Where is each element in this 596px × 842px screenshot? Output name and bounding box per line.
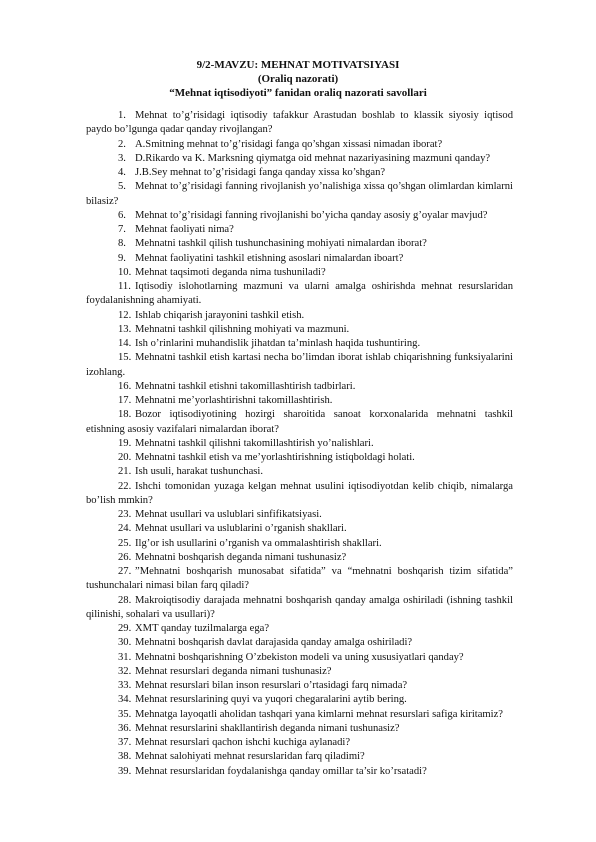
question-text: Mehnat faoliyati nima? bbox=[135, 224, 234, 235]
question-number: 26. bbox=[118, 551, 132, 563]
question-list bbox=[0, 109, 596, 779]
question-text: Makroiqtisodiy darajada mehnatni boshqarish qanday amalga oshiriladi (ishning tashkil qilinishi, sohalari va usullari)? bbox=[86, 594, 513, 620]
question-number: 17. bbox=[118, 395, 132, 406]
question-number: 14. bbox=[118, 338, 132, 349]
question-number: 32. bbox=[118, 665, 132, 677]
course-title: “Mehnat iqtisodiyoti” fanidan oraliq nazorati savollari bbox=[169, 87, 427, 99]
question-text: Mehnatni tashkil qilishni takomillashtirish yo’nalishlari. bbox=[135, 437, 374, 449]
question-number: 19. bbox=[118, 437, 132, 449]
question-text: Bozor iqtisodiyotining hozirgi sharoitida sanoat korxonalarida mehnatni tashkil etishning asosiy vazifalari nimalardan iborat? bbox=[86, 409, 513, 435]
question-text: Mehnat resurslari qachon ishchi kuchiga aylanadi? bbox=[135, 737, 351, 748]
question-item bbox=[0, 508, 596, 522]
question-number: 22. bbox=[118, 480, 132, 492]
question-item bbox=[0, 323, 596, 337]
question-item bbox=[0, 252, 596, 266]
question-item bbox=[0, 465, 596, 479]
question-text: Mehnat to’g’risidagi iqtisodiy tafakkur Arastudan boshlab to klassik siyosiy iqtisod paydo bo’lgunga qadar qanday rivojlangan? bbox=[86, 110, 513, 136]
question-text: XMT qanday tuzilmalarga ega? bbox=[135, 623, 270, 634]
question-number: 29. bbox=[118, 623, 132, 634]
question-text: Ishlab chiqarish jarayonini tashkil etish. bbox=[135, 309, 305, 321]
question-item bbox=[0, 665, 596, 679]
question-item bbox=[0, 109, 596, 138]
question-number: 21. bbox=[118, 466, 132, 478]
question-number: 7. bbox=[118, 224, 126, 235]
question-text: Mehnatni tashkil etishni takomillashtirish tadbirlari. bbox=[135, 380, 356, 392]
question-number: 8. bbox=[118, 238, 126, 250]
question-number: 2. bbox=[118, 138, 126, 150]
question-item bbox=[0, 537, 596, 551]
question-text: Mehnat resurslarini shakllantirish deganda nimani tushunasiz? bbox=[135, 722, 400, 734]
question-item bbox=[0, 736, 596, 750]
question-item bbox=[0, 480, 596, 509]
question-text: Iqtisodiy islohotlarning mazmuni va ularni amalga oshirishda mehnat resurslaridan foydalanishning ahamiyati. bbox=[86, 281, 513, 307]
question-item bbox=[0, 166, 596, 180]
question-number: 18. bbox=[118, 409, 132, 421]
question-item bbox=[0, 337, 596, 351]
question-number: 4. bbox=[118, 167, 126, 178]
question-item bbox=[0, 651, 596, 665]
question-number: 6. bbox=[118, 209, 126, 221]
question-text: Mehnat resurslari deganda nimani tushunasiz? bbox=[135, 665, 332, 677]
question-number: 20. bbox=[118, 452, 132, 463]
question-text: Ishchi tomonidan yuzaga kelgan mehnat usulini iqtisodiyotdan kelib chiqib, nimalarga bo’lish mmkin? bbox=[86, 480, 513, 506]
page-subtitle: (Oraliq nazorati) bbox=[257, 73, 339, 85]
question-text: Mehnat taqsimoti deganda nima tushuniladi? bbox=[135, 266, 326, 278]
question-text: Ish o’rinlarini muhandislik jihatdan ta’minlash haqida tushuntiring. bbox=[135, 338, 421, 349]
question-text: Mehnat faoliyatini tashkil etishning asoslari nimalardan iboart? bbox=[135, 252, 404, 264]
question-number: 31. bbox=[118, 651, 132, 663]
question-text: Mehnatni me’yorlashtirishni takomillashtirish. bbox=[135, 395, 333, 406]
question-text: J.B.Sey mehnat to’g’risidagi fanga qanday xissa ko’shgan? bbox=[135, 167, 386, 178]
question-number: 28. bbox=[118, 594, 132, 606]
question-item bbox=[0, 309, 596, 323]
document-heading bbox=[0, 58, 596, 100]
question-number: 10. bbox=[118, 266, 132, 278]
question-item bbox=[0, 679, 596, 693]
question-number: 39. bbox=[118, 765, 132, 777]
question-text: Mehnatga layoqatli aholidan tashqari yana kimlarni mehnat resurslari safiga kiritamiz? bbox=[135, 708, 504, 720]
question-number: 36. bbox=[118, 722, 132, 734]
question-item bbox=[0, 722, 596, 736]
question-item bbox=[0, 223, 596, 237]
question-text: Mehnat resurslarining quyi va yuqori chegaralarini aytib bering. bbox=[135, 694, 407, 706]
question-item bbox=[0, 622, 596, 636]
question-text: Mehnat to’g’risidagi fanning rivojlanish yo’nalishiga xissa qo’shgan olimlardan kimlarni bilasiz? bbox=[86, 181, 513, 207]
question-text: Ish usuli, harakat tushunchasi. bbox=[135, 466, 263, 478]
question-text: Mehnat usullari va uslublari sinfifikatsiyasi. bbox=[135, 509, 322, 520]
question-number: 27. bbox=[118, 566, 132, 577]
question-text: Mehnatni boshqarish davlat darajasida qanday amalga oshiriladi? bbox=[135, 637, 413, 649]
question-number: 23. bbox=[118, 509, 132, 520]
question-item bbox=[0, 437, 596, 451]
question-item bbox=[0, 451, 596, 465]
question-text: D.Rikardo va K. Marksning qiymatga oid mehnat nazariyasining mazmuni qanday? bbox=[135, 152, 491, 164]
question-number: 30. bbox=[118, 637, 132, 649]
question-text: Mehnatni tashkil qilish tushunchasining mohiyati nimalardan iborat? bbox=[135, 238, 427, 250]
question-item bbox=[0, 280, 596, 309]
question-item bbox=[0, 551, 596, 565]
question-number: 38. bbox=[118, 751, 132, 763]
question-number: 37. bbox=[118, 737, 132, 748]
question-item bbox=[0, 565, 596, 594]
question-number: 15. bbox=[118, 352, 132, 364]
question-item bbox=[0, 180, 596, 209]
question-number: 33. bbox=[118, 680, 132, 691]
question-item bbox=[0, 594, 596, 623]
question-number: 24. bbox=[118, 523, 132, 535]
question-item bbox=[0, 693, 596, 707]
question-item bbox=[0, 522, 596, 536]
question-item bbox=[0, 266, 596, 280]
question-text: Ilg’or ish usullarini o’rganish va ommalashtirish shakllari. bbox=[135, 537, 382, 549]
question-item bbox=[0, 152, 596, 166]
question-text: Mehnatni tashkil qilishning mohiyati va mazmuni. bbox=[135, 323, 350, 335]
question-item bbox=[0, 708, 596, 722]
question-text: Mehnatni tashkil etish kartasi necha bo’limdan iborat ishlab chiqarishning funksiyalarini izohlang. bbox=[86, 352, 513, 378]
question-item bbox=[0, 138, 596, 152]
question-number: 3. bbox=[118, 152, 126, 164]
question-number: 1. bbox=[118, 110, 126, 121]
question-text: Mehnat to’g’risidagi fanning rivojlanishi bo’yicha qanday asosiy g’oyalar mavjud? bbox=[135, 209, 488, 221]
question-text: ”Mehnatni boshqarish munosabat sifatida” va “mehnatni boshqarish tizim sifatida” tushunchalari nimasi bilan farq qiladi? bbox=[86, 566, 513, 592]
question-number: 25. bbox=[118, 537, 132, 549]
question-item bbox=[0, 237, 596, 251]
question-item bbox=[0, 750, 596, 764]
question-text: Mehnatni boshqarishning O’zbekiston modeli va uning xususiyatlari qanday? bbox=[135, 651, 464, 663]
question-item bbox=[0, 394, 596, 408]
question-item bbox=[0, 636, 596, 650]
question-text: Mehnat salohiyati mehnat resurslaridan farq qiladimi? bbox=[135, 751, 365, 763]
question-number: 12. bbox=[118, 309, 132, 321]
question-number: 35. bbox=[118, 708, 132, 720]
question-number: 16. bbox=[118, 380, 132, 392]
question-number: 5. bbox=[118, 181, 126, 193]
question-text: Mehnat resurslaridan foydalanishga qanday omillar ta’sir ko’rsatadi? bbox=[135, 765, 427, 777]
question-number: 13. bbox=[118, 323, 132, 335]
question-number: 9. bbox=[118, 252, 126, 264]
question-item bbox=[0, 408, 596, 437]
question-text: Mehnatni tashkil etish va me’yorlashtirishning istiqboldagi holati. bbox=[135, 452, 415, 463]
question-item bbox=[0, 209, 596, 223]
question-text: Mehnat resurslari bilan inson resurslari o’rtasidagi farq nimada? bbox=[135, 680, 408, 691]
question-item bbox=[0, 380, 596, 394]
question-item bbox=[0, 351, 596, 380]
question-text: Mehnatni boshqarish deganda nimani tushunasiz? bbox=[135, 551, 347, 563]
question-item bbox=[0, 765, 596, 779]
question-number: 11. bbox=[118, 281, 131, 292]
question-number: 34. bbox=[118, 694, 132, 706]
page-title: 9/2-MAVZU: MEHNAT MOTIVATSIYASI bbox=[196, 59, 400, 71]
question-text: Mehnat usullari va uslublarini o’rganish shakllari. bbox=[135, 523, 347, 535]
question-text: A.Smitning mehnat to’g’risidagi fanga qo’shgan xissasi nimadan iborat? bbox=[135, 138, 443, 150]
